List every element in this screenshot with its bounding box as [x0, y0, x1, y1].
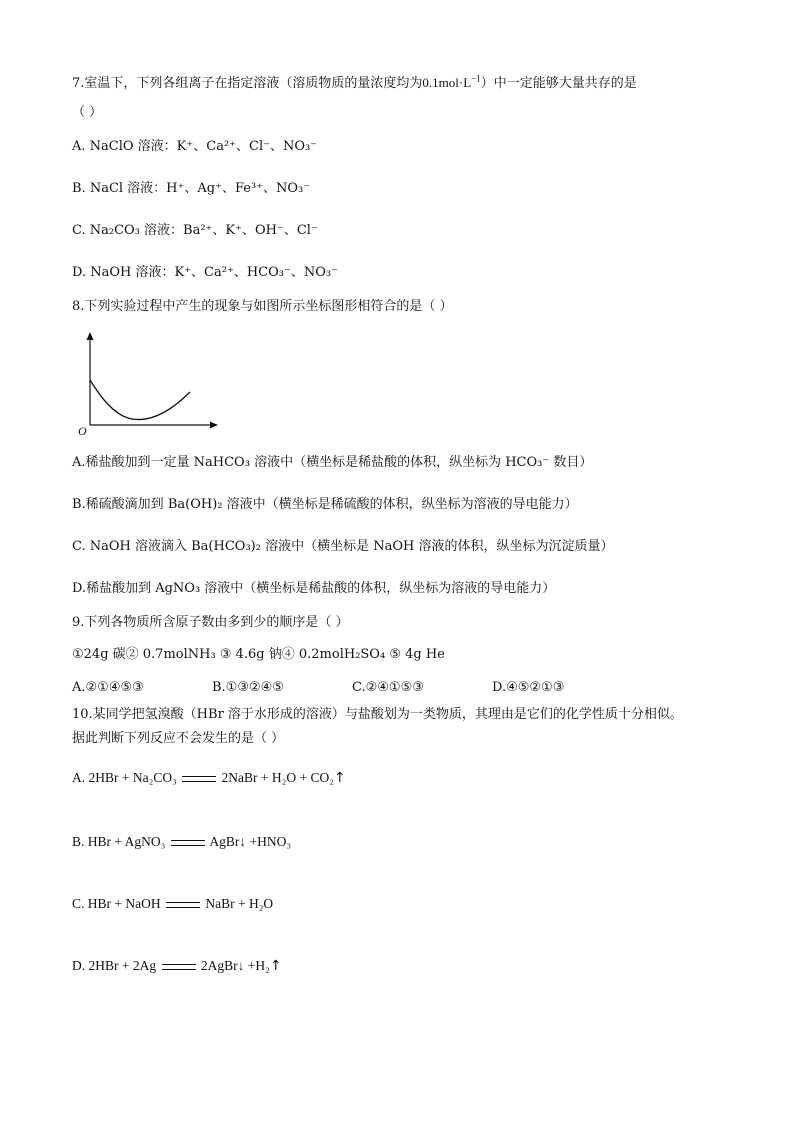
q9-option-b[interactable]: B.①③②④⑤ — [212, 680, 284, 695]
y-axis-arrow-icon — [87, 332, 94, 340]
origin-label: O — [78, 424, 87, 438]
q8-option-a[interactable]: A.稀盐酸加到一定量 NaHCO₃ 溶液中（横坐标是稀盐酸的体积，纵坐标为 HCO₃⁻ 数目） — [72, 455, 593, 470]
reaction-rhs: AgBr↓ +HNO₃ — [209, 834, 292, 849]
q9-items: ①24g 碳② 0.7molNH₃ ③ 4.6g 钠④ 0.2molH₂SO₄ ⑤ 4g He — [72, 647, 445, 662]
q10-stem-line2: 据此判断下列反应不会发生的是（ ） — [72, 731, 285, 746]
curve — [90, 380, 190, 420]
q10-option-a[interactable] — [72, 770, 346, 786]
q7-stem-part-a: 7.室温下，下列各组离子在指定溶液（溶质物质的量浓度均为 — [72, 76, 423, 91]
q7-option-d[interactable]: D. NaOH 溶液：K⁺、Ca²⁺、HCO₃⁻、NO₃⁻ — [72, 265, 338, 280]
q8-option-d[interactable]: D.稀盐酸加到 AgNO₃ 溶液中（横坐标是稀盐酸的体积，纵坐标为溶液的导电能力） — [72, 581, 556, 596]
equals-sign — [171, 840, 205, 846]
q10-option-d[interactable] — [72, 958, 282, 974]
reaction-lhs: B. HBr + AgNO₃ — [72, 834, 166, 849]
q8-stem: 8.下列实验过程中产生的现象与如图所示坐标图形相符合的是（ ） — [72, 299, 453, 314]
q7-concentration: $0.1mol\cdot L^{-1}$ — [422, 73, 481, 90]
q10-stem-line1: 10.某同学把氢溴酸（HBr 溶于水形成的溶液）与盐酸划为一类物质，其理由是它们的化学性质十分相似。 — [72, 707, 683, 722]
gas-arrow-icon: ↑ — [333, 770, 346, 786]
equals-sign — [162, 964, 196, 970]
q7-answer-paren: （ ） — [72, 105, 103, 120]
q7-option-b[interactable]: B. NaCl 溶液：H⁺、Ag⁺、Fe³⁺、NO₃⁻ — [72, 181, 311, 196]
q8-option-b[interactable]: B.稀硫酸滴加到 Ba(OH)₂ 溶液中（横坐标是稀硫酸的体积，纵坐标为溶液的导电能力） — [72, 497, 578, 512]
equals-sign — [182, 776, 216, 782]
q9-stem: 9.下列各物质所含原子数由多到少的顺序是（ ） — [72, 615, 349, 630]
q9-option-a[interactable]: A.②①④⑤③ — [72, 680, 144, 695]
q9-option-c[interactable]: C.②④①⑤③ — [352, 680, 424, 695]
reaction-lhs: D. 2HBr + 2Ag — [72, 958, 157, 973]
q7-option-a[interactable]: A. NaClO 溶液：K⁺、Ca²⁺、Cl⁻、NO₃⁻ — [72, 139, 318, 154]
q9-options — [72, 680, 772, 698]
reaction-rhs: 2NaBr + H₂O + CO₂ — [221, 770, 334, 785]
q10-option-c[interactable] — [72, 896, 273, 912]
q8-option-c[interactable]: C. NaOH 溶液滴入 Ba(HCO₃)₂ 溶液中（横坐标是 NaOH 溶液的体积，纵坐标为沉淀质量） — [72, 539, 614, 554]
reaction-lhs: A. 2HBr + Na₂CO₃ — [72, 770, 177, 785]
equals-sign — [166, 902, 200, 908]
gas-arrow-icon: ↑ — [269, 958, 282, 974]
q7-stem-part-b: ）中一定能够大量共存的是 — [480, 76, 637, 91]
q9-option-d[interactable]: D.④⑤②①③ — [492, 680, 565, 695]
x-axis-arrow-icon — [210, 422, 218, 429]
reaction-rhs: NaBr + H₂O — [205, 896, 274, 911]
q7-stem — [72, 74, 637, 93]
reaction-lhs: C. HBr + NaOH — [72, 896, 161, 911]
q8-coordinate-graph — [78, 330, 228, 438]
reaction-rhs: 2AgBr↓ +H₂ — [200, 958, 270, 973]
q7-option-c[interactable]: C. Na₂CO₃ 溶液：Ba²⁺、K⁺、OH⁻、Cl⁻ — [72, 223, 318, 238]
q10-option-b[interactable] — [72, 834, 291, 850]
